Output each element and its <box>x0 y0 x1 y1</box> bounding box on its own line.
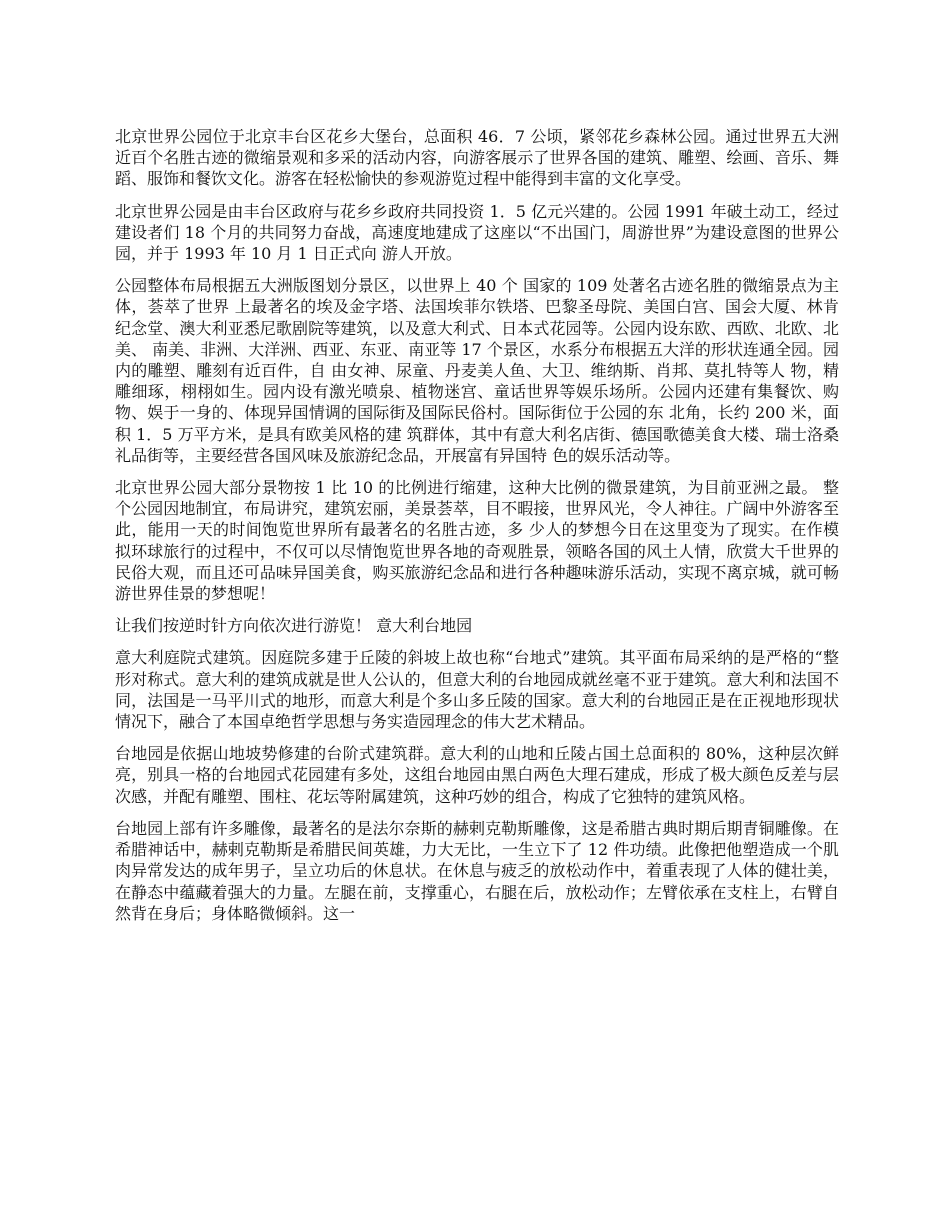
paragraph-layout: 公园整体布局根据五大洲版图划分景区，以世界上 40 个 国家的 109 处著名古迹名胜的微缩景点为主体，荟萃了世界 上最著名的埃及金字塔、法国埃菲尔铁塔、巴黎圣母院、美国白宫、国会大厦、林肯纪念堂、澳大利亚悉尼歌剧院等建筑，以及意大利式、日本式花园等。公园内设东欧、西欧、北欧、北美、 南美、非洲、大洋洲、西亚、东亚、南亚等 17 个景区，水系分布根据五大洋的形状连通全园。园内的雕塑、雕刻有近百件，自 由女神、尿童、丹麦美人鱼、大卫、维纳斯、肖邦、莫扎特等人 物，精雕细琢，栩栩如生。园内设有激光喷泉、植物迷宫、童话世界等娱乐场所。公园内还建有集餐饮、购物、娱于一身的、体现异国情调的国际街及国际民俗村。国际街位于公园的东 北角，长约 200 米，面积 1．5 万平方米，是具有欧美风格的建 筑群体，其中有意大利名店街、德国歌德美食大楼、瑞士洛桑礼品街等，主要经营各国风味及旅游纪念品，开展富有异国特 色的娱乐活动等。 <box>115 276 839 465</box>
paragraph-tour-start: 让我们按逆时针方向依次进行游览！ 意大利台地园 <box>115 616 473 636</box>
paragraph-terrace-garden: 台地园是依据山地坡势修建的台阶式建筑群。意大利的山地和丘陵占国土总面积的 80%，这种层次鲜亮，别具一格的台地园式花园建有多处，这组台地园由黑白两色大理石建成，形成了极大颜色反差与层次感，并配有雕塑、围柱、花坛等附属建筑，这种巧妙的组合，构成了它独特的建筑风格。 <box>115 744 839 806</box>
paragraph-history: 北京世界公园是由丰台区政府与花乡乡政府共同投资 1．5 亿元兴建的。公园 1991 年破土动工，经过建设者们 18 个月的共同努力奋战，高速度地建成了这座以“不出国门，周游世界”为建设意图的世界公园，并于 1993 年 10 月 1 日正式向 游人开放。 <box>115 201 839 264</box>
paragraph-hercules-statue: 台地园上部有许多雕像，最著名的是法尔奈斯的赫剌克勒斯雕像，这是希腊古典时期后期青铜雕像。在希腊神话中，赫剌克勒斯是希腊民间英雄，力大无比，一生立下了 12 件功绩。此像把他塑造成一个肌肉异常发达的成年男子，呈立功后的休息状。在休息与疲乏的放松动作中，着重表现了人体的健壮美，在静态中蕴藏着强大的力量。左腿在前，支撑重心，右腿在后，放松动作；左臂依承在支柱上，右臂自然背在身后；身体略微倾斜。这一 <box>115 818 839 923</box>
paragraph-scale: 北京世界公园大部分景物按 1 比 10 的比例进行缩建，这种大比例的微景建筑，为目前亚洲之最。 整个公园因地制宜，布局讲究，建筑宏丽，美景荟萃，目不暇接，世界风光，令人神往。广阔中外游客至此，能用一天的时间饱览世界所有最著名的名胜古迹，多 少人的梦想今日在这里变为了现实。在作模拟环球旅行的过程中，不仅可以尽情饱览世界各地的奇观胜景，领略各国的风土人情，欣赏大千世界的民俗大观，而且还可品味异国美食，购买旅游纪念品和进行各种趣味游乐活动，实现不离京城，就可畅游世界佳景的梦想呢！ <box>115 478 839 604</box>
paragraph-intro: 北京世界公园位于北京丰台区花乡大堡台，总面积 46．7 公顷，紧邻花乡森林公园。通过世界五大洲近百个名胜古迹的微缩景观和多采的活动内容，向游客展示了世界各国的建筑、雕塑、绘画、音乐、舞蹈、服饰和餐饮文化。游客在轻松愉快的参观游览过程中能得到丰富的文化享受。 <box>115 127 839 189</box>
document-body <box>115 126 839 935</box>
paragraph-italian-courtyard: 意大利庭院式建筑。因庭院多建于丘陵的斜坡上故也称“台地式”建筑。其平面布局采纳的是严格的“整形对称式。意大利的建筑成就是世人公认的，但意大利的台地园成就丝毫不亚于建筑。意大利和法国不同，法国是一马平川式的地形，而意大利是个多山多丘陵的国家。意大利的台地园正是在正视地形现状情况下，融合了本国卓绝哲学思想与务实造园理念的伟大艺术精品。 <box>115 648 839 732</box>
